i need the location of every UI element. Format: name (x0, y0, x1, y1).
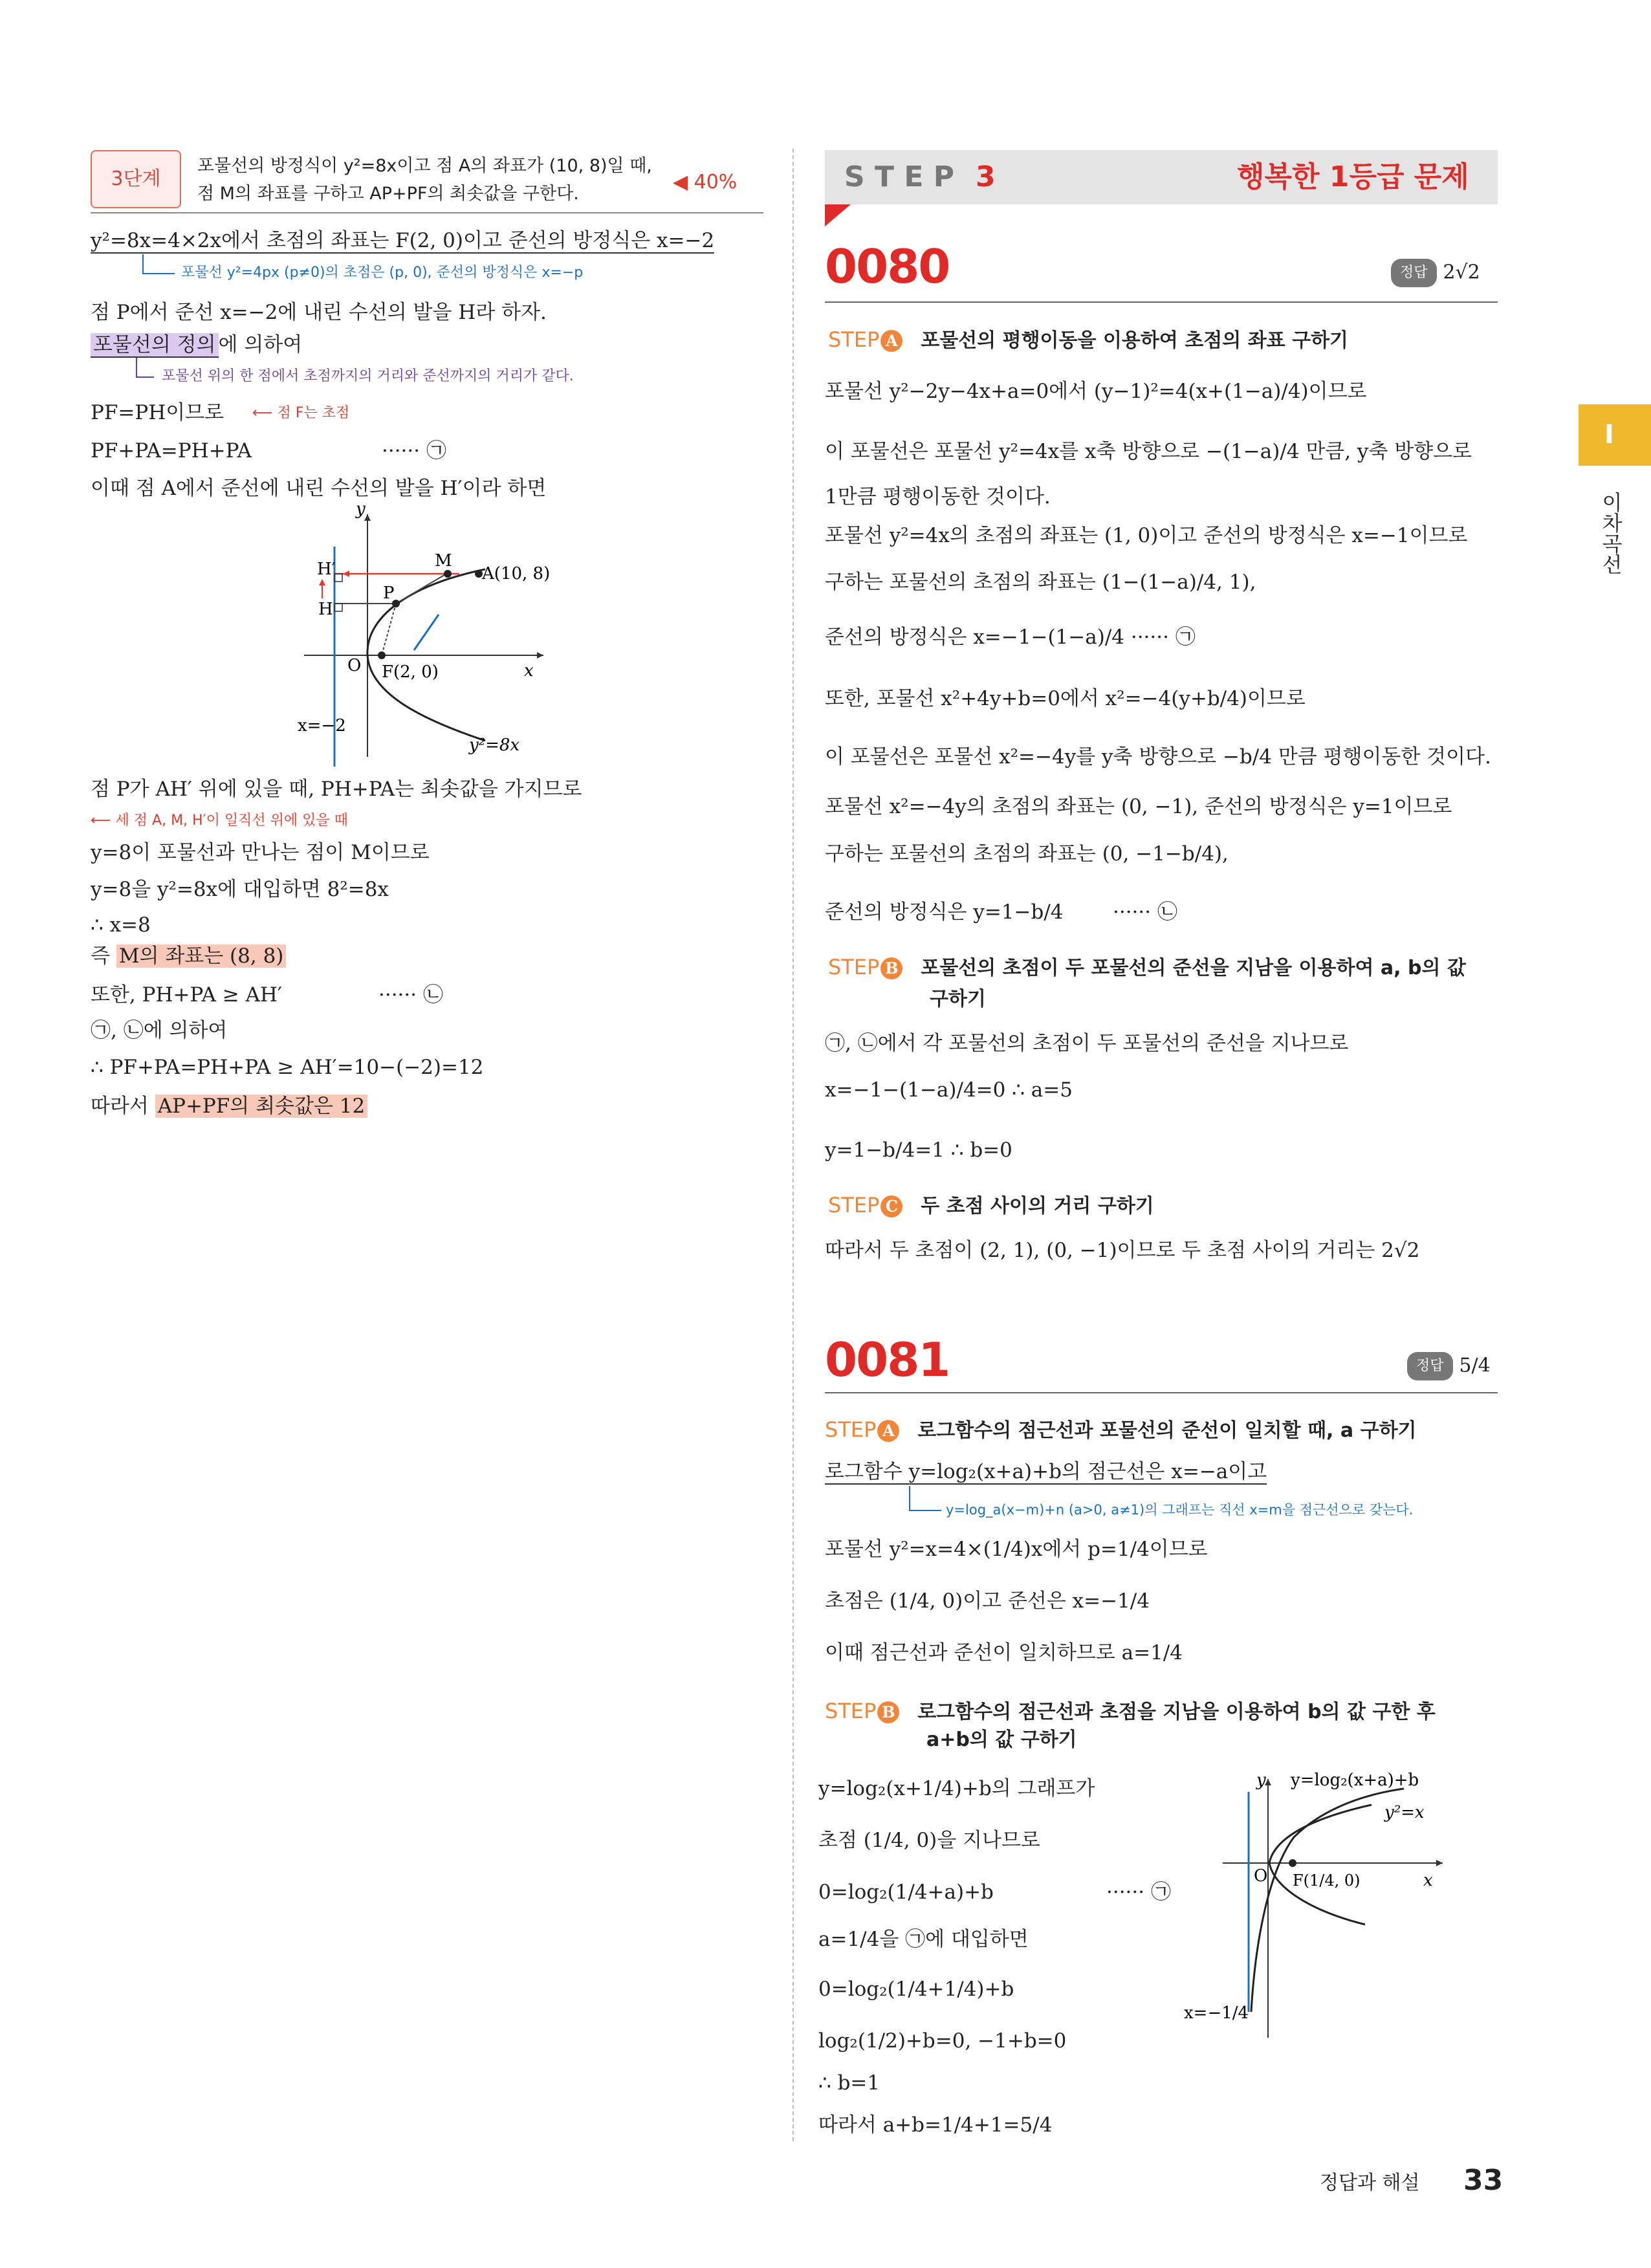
left-line-13: ㉠, ㉡에 의하여 (91, 1019, 228, 1042)
graph-left-y: y (356, 501, 366, 519)
p81-b1: y=log₂(x+1/4)+b의 그래프가 (818, 1777, 1095, 1800)
note-arrow-1 (142, 254, 144, 274)
p80-step-a-heading: STEP A 포물선의 평행이동을 이용하여 초점의 좌표 구하기 (828, 327, 1349, 352)
graph-left-o: O (347, 656, 362, 675)
p81-step-a-heading: STEP A 로그함수의 점근선과 포물선의 준선이 일치할 때, a 구하기 (825, 1417, 1417, 1442)
step3-rule (91, 212, 763, 213)
left-line-5: PF+PA=PH+PA (91, 439, 252, 463)
p80-a4: 포물선 y²=4x의 초점의 좌표는 (1, 0)이고 준선의 방정식은 x=−1이므로 (825, 524, 1468, 547)
p80-step-b-heading-2: 구하기 (930, 988, 986, 1010)
note-4: ⟵ 세 점 A, M, H′이 일직선 위에 있을 때 (91, 812, 348, 829)
p81-b6: log₂(1/2)+b=0, −1+b=0 (818, 2029, 1067, 2053)
column-divider (793, 149, 794, 2141)
graph-left-m: M (435, 551, 452, 571)
p80-step-c-heading: STEP C 두 초점 사이의 거리 구하기 (828, 1193, 1154, 1217)
p80-a2: 이 포물선은 포물선 y²=4x를 x축 방향으로 −(1−a)/4 만큼, y축 방향으로 (825, 440, 1472, 463)
p81-a3: 초점은 (1/4, 0)이고 준선은 x=−1/4 (825, 1589, 1150, 1613)
page-number: 33 (1463, 2164, 1503, 2197)
footer-label: 정답과 해설 (1320, 2172, 1420, 2194)
p80-step-b-heading: STEP B 포물선의 초점이 두 포물선의 준선을 지남을 이용하여 a, b의 값 (828, 955, 1466, 979)
p80-b3: y=1−b/4=1 ∴ b=0 (825, 1139, 1012, 1162)
left-line-4: PF=PH이므로 (91, 401, 224, 424)
graph-left-x: x (524, 661, 534, 681)
left-line-2: 점 P에서 준선 x=−2에 내린 수선의 발을 H라 하자. (91, 301, 547, 324)
log-parabola-graph (1184, 1766, 1507, 2044)
p81-a2: 포물선 y²=x=4×(1/4)x에서 p=1/4이므로 (825, 1538, 1208, 1561)
left-line-3: 포물선의 정의 에 의하여 (91, 332, 302, 358)
problem-0081-number: 0081 (825, 1333, 950, 1387)
left-line-8: y=8이 포물선과 만나는 점이 M이므로 (91, 841, 430, 864)
problem-0080-rule (825, 301, 1498, 303)
p81-a1: 로그함수 y=log₂(x+a)+b의 점근선은 x=−a이고 (825, 1460, 1267, 1483)
graph-left-dir: x=−2 (298, 716, 346, 736)
p80-b2: x=−1−(1−a)/4=0 ∴ a=5 (825, 1078, 1073, 1102)
p80-a11-mark: ······ ㉡ (1113, 900, 1177, 924)
p81-step-b-heading: STEP B 로그함수의 점근선과 초점을 지남을 이용하여 b의 값 구한 후 (825, 1699, 1436, 1723)
note-arrow-2 (136, 358, 137, 377)
left-line-15: 따라서 AP+PF의 최솟값은 12 (91, 1093, 367, 1119)
p81-b5: 0=log₂(1/4+1/4)+b (818, 1978, 1014, 2001)
graph-left-h: H (318, 600, 333, 619)
graph-left-a: A(10, 8) (482, 564, 551, 583)
p80-a10: 구하는 포물선의 초점의 좌표는 (0, −1−b/4), (825, 842, 1229, 866)
graph-left-h1: H′ (317, 560, 336, 579)
p80-a1: 포물선 y²−2y−4x+a=0에서 (y−1)²=4(x+(1−a)/4)이므로 (825, 380, 1367, 403)
p80-a8: 이 포물선은 포물선 x²=−4y를 y축 방향으로 −b/4 만큼 평행이동한 것이다. (825, 745, 1491, 769)
p80-a9: 포물선 x²=−4y의 초점의 좌표는 (0, −1), 준선의 방정식은 y=1이므로 (825, 795, 1452, 818)
left-line-6: 이때 점 A에서 준선에 내린 수선의 발을 H′이라 하면 (91, 477, 547, 500)
p81-b3-mark: ······ ㉠ (1106, 1881, 1171, 1904)
note-3: ⟵ 점 F는 초점 (252, 405, 350, 421)
graph-left-curve: y²=8x (469, 736, 520, 755)
p80-a3: 1만큼 평행이동한 것이다. (825, 485, 1051, 508)
graph-right-par: y²=x (1384, 1803, 1425, 1822)
banner-corner (825, 204, 851, 226)
p81-b4: a=1/4을 ㉠에 대입하면 (818, 1928, 1029, 1951)
p81-b7: ∴ b=1 (818, 2071, 880, 2095)
p80-a5: 구하는 포물선의 초점의 좌표는 (1−(1−a)/4, 1), (825, 571, 1256, 594)
p80-c1: 따라서 두 초점이 (2, 1), (0, −1)이므로 두 초점 사이의 거리는 2√2 (825, 1239, 1420, 1262)
step3-desc-2: 점 M의 좌표를 구하고 AP+PF의 최솟값을 구한다. (197, 184, 579, 204)
side-tab (1579, 404, 1651, 466)
graph-right-f: F(1/4, 0) (1293, 1871, 1361, 1890)
graph-left-p: P (383, 583, 395, 603)
left-line-5-mark: ······ ㉠ (382, 439, 446, 463)
step3-box (91, 150, 181, 208)
left-line-10: ∴ x=8 (91, 913, 151, 937)
left-line-9: y=8을 y²=8x에 대입하면 8²=8x (91, 878, 389, 901)
graph-right-log: y=log₂(x+a)+b (1291, 1771, 1419, 1790)
p80-a6: 준선의 방정식은 x=−1−(1−a)/4 ······ ㉠ (825, 626, 1196, 649)
left-line-1: y²=8x=4×2x에서 초점의 좌표는 F(2, 0)이고 준선의 방정식은 x=−2 (91, 229, 715, 252)
step3-box-label: 3단계 (111, 168, 161, 190)
p81-note-arrow-h (909, 1510, 941, 1511)
left-line-11: 즉 M의 좌표는 (8, 8) (91, 943, 286, 969)
parabola-graph-left (285, 501, 582, 773)
note-1: 포물선 y²=4px (p≠0)의 초점은 (p, 0), 준선의 방정식은 x=−p (181, 265, 584, 281)
note-2: 포물선 위의 한 점에서 초점까지의 거리와 준선까지의 거리가 같다. (162, 368, 574, 384)
p81-note-arrow (909, 1486, 910, 1510)
left-line-12-mark: ······ ㉡ (378, 983, 443, 1007)
graph-left-f: F(2, 0) (382, 662, 439, 682)
graph-right-o: O (1254, 1866, 1268, 1886)
graph-right-x: x (1423, 1871, 1433, 1890)
problem-0080-number: 0080 (825, 239, 950, 294)
p81-a4: 이때 점근선과 준선이 일치하므로 a=1/4 (825, 1641, 1183, 1664)
step3-desc-1: 포물선의 방정식이 y²=8x이고 점 A의 좌표가 (10, 8)일 때, (197, 156, 652, 176)
problem-0081-rule (825, 1392, 1498, 1393)
p80-a7: 또한, 포물선 x²+4y+b=0에서 x²=−4(y+b/4)이므로 (825, 687, 1306, 710)
p81-b8: 따라서 a+b=1/4+1=5/4 (818, 2113, 1053, 2137)
step3-percent: ◀ 40% (673, 171, 738, 193)
side-tab-roman: I (1604, 420, 1614, 450)
side-tab-label: 이차곡선 (1599, 492, 1623, 574)
step3-banner-title: 행복한 1등급 문제 (1237, 160, 1469, 193)
p81-b3: 0=log₂(1/4+a)+b (818, 1881, 994, 1904)
step3-banner-num: 3 (976, 160, 996, 193)
step3-banner-step: S T E P (844, 160, 954, 193)
problem-0081-answer: 정답 5/4 (1407, 1352, 1491, 1380)
graph-right-dir: x=−1/4 (1184, 2003, 1249, 2023)
left-line-14: ∴ PF+PA=PH+PA ≥ AH′=10−(−2)=12 (91, 1056, 484, 1079)
left-line-12: 또한, PH+PA ≥ AH′ (91, 983, 283, 1007)
problem-0080-answer: 정답 2√2 (1391, 259, 1480, 287)
left-line-7: 점 P가 AH′ 위에 있을 때, PH+PA는 최솟값을 가지므로 (91, 778, 582, 801)
note-arrow-1-h (142, 273, 175, 274)
p81-b2: 초점 (1/4, 0)을 지나므로 (818, 1829, 1040, 1852)
p80-a11: 준선의 방정식은 y=1−b/4 (825, 900, 1064, 924)
p80-b1: ㉠, ㉡에서 각 포물선의 초점이 두 포물선의 준선을 지나므로 (825, 1032, 1349, 1055)
graph-right-y: y (1256, 1771, 1266, 1790)
p81-step-b-heading-2: a+b의 값 구하기 (926, 1728, 1077, 1751)
note-arrow-2-h (136, 376, 154, 378)
p81-note: y=log_a(x−m)+n (a>0, a≠1)의 그래프는 직선 x=m을 점근선으로 갖는다. (946, 1502, 1414, 1518)
